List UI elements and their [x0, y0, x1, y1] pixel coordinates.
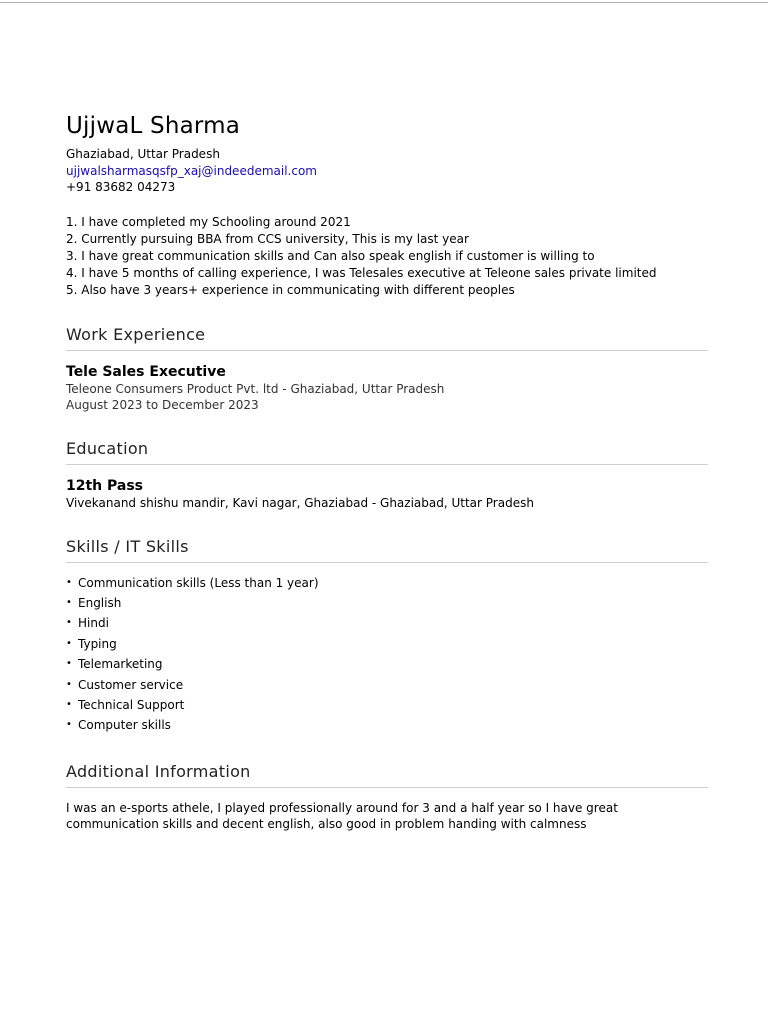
summary-list: [66, 214, 708, 299]
email-link[interactable]: ujjwalsharmasqsfp_xaj@indeedemail.com: [66, 163, 317, 178]
skill-item: • Technical Support: [66, 695, 708, 715]
additional-info-section: [66, 762, 708, 833]
additional-info-heading: Additional Information: [66, 762, 708, 788]
skills-section: [66, 537, 708, 736]
skill-item: • Telemarketing: [66, 654, 708, 674]
skills-heading: Skills / IT Skills: [66, 537, 708, 563]
skill-item: • Hindi: [66, 613, 708, 633]
summary-item: 1. I have completed my Schooling around 2021: [66, 214, 351, 229]
work-experience-section: [66, 325, 708, 413]
summary-item: 5. Also have 3 years+ experience in communicating with different peoples: [66, 282, 515, 297]
job-title: Tele Sales Executive: [66, 363, 226, 380]
skills-list: [66, 573, 708, 736]
additional-info-text: I was an e-sports athele, I played professionally around for 3 and a half year so I have great communication skills and decent english, also good in problem handing with calmness: [66, 800, 618, 832]
top-divider: [0, 2, 768, 3]
education-heading: Education: [66, 439, 708, 465]
candidate-name: UjjwaL Sharma: [66, 113, 241, 139]
summary-item: 4. I have 5 months of calling experience, I was Telesales executive at Teleone sales private limited: [66, 265, 657, 280]
skill-item: • Computer skills: [66, 715, 708, 735]
summary-item: 2. Currently pursuing BBA from CCS university, This is my last year: [66, 231, 469, 246]
job-dates: August 2023 to December 2023: [66, 397, 259, 412]
skill-item: • English: [66, 593, 708, 613]
location-text: Ghaziabad, Uttar Pradesh: [66, 147, 220, 161]
resume-page: [66, 112, 708, 833]
work-experience-heading: Work Experience: [66, 325, 708, 351]
skill-item: • Customer service: [66, 675, 708, 695]
contact-block: [66, 146, 708, 196]
phone-text: +91 83682 04273: [66, 180, 176, 194]
education-section: [66, 439, 708, 511]
summary-item: 3. I have great communication skills and Can also speak english if customer is willing to: [66, 248, 595, 263]
skill-item: • Communication skills (Less than 1 year): [66, 573, 708, 593]
job-company: Teleone Consumers Product Pvt. ltd - Ghaziabad, Uttar Pradesh: [66, 381, 445, 396]
education-degree: 12th Pass: [66, 477, 144, 494]
skill-item: • Typing: [66, 634, 708, 654]
education-school: Vivekanand shishu mandir, Kavi nagar, Ghaziabad - Ghaziabad, Uttar Pradesh: [66, 495, 534, 510]
